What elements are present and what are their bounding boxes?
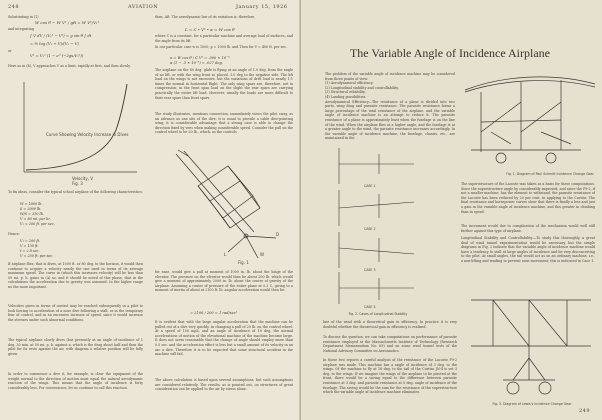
case-label: CASE 3 xyxy=(364,268,376,272)
paragraph: Substituting in (1) xyxy=(8,15,39,19)
paragraph: The problem of the variable angle of incidence machine may be considered from three points of view: xyxy=(325,72,455,81)
figure-caption: Fig. 3. Diagram of Lewis's Incidence Change Gear xyxy=(492,402,572,406)
equation: L = C ∙ V² ∙ α = W cos θ xyxy=(185,27,235,32)
paragraph: The study illustrates, mentions connection, immediately views the pilot sway, as an advance as one sits of the dive, it is usual to provide a cable dive-pointing wing; it is considerable advantage that a strong case is able to change the direction fixed by vees when making considerable speed. Consider the pull on the control wheel to be 20 lb., which, as the controls xyxy=(155,112,293,135)
svg-text:D: D xyxy=(276,232,280,237)
equation: = ½ log (V₁ + V)/(V₁ − V) xyxy=(30,41,79,46)
case-label: CASE 2 xyxy=(364,227,376,231)
incidence-gear-diagram-lewis xyxy=(463,288,597,400)
paragraph: for ease, would give a pull at moment of 1000 in. lb. about the hinge of the elevator. The pressure on the elevator would then be about 200 lb. which would give a moment of approximately 2000 in. lb. about the center of gravity of the airplane. Assuming a center of pressure of the entire plane at 0.3 C, giving to a moment of inertia of about at 2100 ft. lb. angular acceleration would then be: xyxy=(155,270,293,293)
intro-paragraph xyxy=(325,72,455,141)
figure-caption: Fig. 2. Cases of Longitudinal Stability xyxy=(348,312,408,316)
list-item: (4) Landing possibilities. xyxy=(325,94,367,99)
paragraph: The above calculation is based upon several assumptions, but such assumptions are considered relatively. The results, as is pointed out, on structures of great consideration can be applied to the air by stress alone. xyxy=(155,378,293,392)
airplane-force-diagram xyxy=(158,146,293,266)
graph-caption: Fig. 3 xyxy=(72,181,83,186)
list-item: (3) Structural reliability. xyxy=(325,90,366,95)
paragraph: To discuss the question, we can take computations on performance of parasite resistance employed at the Massachusetts Institute of Technology (Research Department Memorandum No. 69) and on some wind tunnel tests of the National Advisory Committee on Aeronautics. xyxy=(323,335,457,353)
header-date: January 15, 1926 xyxy=(236,4,288,10)
page-number: 249 xyxy=(579,408,591,414)
right-page xyxy=(301,0,602,420)
list-item: (1) Aerodynamical efficiency. xyxy=(325,81,374,86)
equation: V² = V₁² (1 − e^(−2gs/V₁²)) xyxy=(30,53,84,58)
paragraph: It is evident that with the large angular acceleration that the machine can be pulled out of a dive very quickly. In changing a pull of 20 lb. on the control wheel. At a speed of 100 mph, and an angle of incidence of 18 deg. the normal accelerations of motion of the elevational machine of the machine become large. It does not seem reasonable that the change of angle should employ more than 0.5 sec. and the acceleration effect is less but a small amount of its velocity in an arc a dive. Therefore it is to be expected that some structural accident in the machine will fail. xyxy=(155,320,293,357)
case-label: CASE 1 xyxy=(364,184,376,188)
longitudinal-stability-cases xyxy=(319,144,429,309)
equation: a = W cos θ / C V² = .000 × 10⁻³ α (1 − .5 × 10⁻³) = .027 deg. xyxy=(170,56,230,65)
paragraph: Hence: xyxy=(8,232,20,236)
svg-text:W: W xyxy=(260,252,264,257)
paragraph: If airplane flies, that is dives, at 1000 ft. or 80 deg. to the horizon, it would then continue to acquire a velocity nearly the one used in terms of its average maximum speed. The curve in (which this increases velocity) will be less than 50 mi. p. h. gains in (A) so, and it should be noted of this phase, that in the calculations the acceleration due to gravity was assumed. In the higher range no the more important. xyxy=(8,262,143,289)
paragraph: line of the wind with a theoretical gain in efficiency. In practice it is very doubtful whether the theoretical gain in efficiency is realized. xyxy=(323,320,457,329)
list-item: (2) Longitudinal stability and controllability. xyxy=(325,85,399,90)
paragraph: Here as in (4), V approaches V as a limit, rapidly at first, and then slowly. xyxy=(8,64,131,68)
paragraph: The superstructure of the Lacoste was taken as a basis for these computations. Since the superstructure angle by considerably improved, and since the F9-2, if not a smaller machine, has the element to withstand, the parasite resistance of the Lacoste has been reduced by 20 per cent. in applying to the Curtiss. The final resistance and horsepower curves show that there is finally a less and just a gain in the variable angle of incidence machine, and this greater in climbing than in speed. xyxy=(461,182,595,214)
paragraph: The airplane on the 80 deg. glide is flying at an angle of 1.0 deg. from the angle of no lift, or with the wing front so placed. 1.0 deg to the negative side. The lift load on the wings is not excessive, but the variations of drift load is nearly 1:1 times the normal in horizontal flight. The only wing spars are, therefore, not in compression; in the front span load on the slight the rear spars are carrying practically the entire lift load. However, usually the loads are more difficult to their rear spars than front spars. xyxy=(155,68,293,100)
graph-xlabel: Velocity, V xyxy=(72,176,93,181)
graph-label: Curve Showing Velocity Increase in Dives xyxy=(46,132,129,137)
case-label: CASE 4 xyxy=(364,305,376,309)
paragraph: Velocities given in terms of control may be reached subsequently in a pilot to look forcing to acceleration of a nose dive following a stall, or in the temporary fear of control, and in an excessive increase of speed, since it would increase the stresses under such abnormal conditions. xyxy=(8,304,143,322)
article-title: The Variable Angle of Incidence Airplane xyxy=(349,46,551,60)
svg-text:L: L xyxy=(224,252,227,257)
equation: = 2100 / 200 = 1 rad/sec² xyxy=(190,311,238,315)
paragraph: and integrating xyxy=(8,27,34,31)
paragraph: Aerodynamical Efficiency—The resistance of a plane is divided into two parts, wing drag and parasite resistance. The parasite resistance forms a large percentage of the total resistance of the airplane, and the variable angle of incidence machine is an attempt to reduce it. The parasite resistance of a plane is approximately least when the fuselage is on the line of the wind. When the airplane flies at a higher angle, and the fuselage is at a greater angle to the wind, the parasite resistance increases accordingly. In the variable angle of incidence machine, the fuselage, chassis, etc., are maintained in the xyxy=(325,99,455,141)
paragraph: Longitudinal Stability and Controllability.—To study this thoroughly, a great deal of wind tunnel experimentation would be necessary, but the simple diagrams in Fig. 2 indicate that the variable angle of incidence machine would have a tendency to stall at large angles of incidence and be very disconcerting to the pilot. At small angles, the tail would act as on an ordinary machine, i.e., a non-lifting and tending to prevent nose movement; this is indicated in Case 1. xyxy=(461,236,595,263)
page-number: 248 xyxy=(8,4,20,10)
paragraph: In our particular case w is 1000, p = 1000 lb. and Then for V = 400 ft. per sec. xyxy=(155,45,288,49)
result-list: V₁ = 200 ft. V = 150 ft. t = 2.8 sec. V = 250 ft. per sec. xyxy=(20,239,54,258)
figure-caption: Fig. 1 xyxy=(238,260,249,265)
incidence-gear-diagram-schmitt xyxy=(461,62,599,170)
paragraph: The increment would due to complication of the mechanism would well still further against this type of airplane. xyxy=(461,224,595,233)
equation: W cos θ − W V² / gR = W V²/V₁² xyxy=(35,20,100,25)
paragraph: In these two reports a careful analysis of the resistance of the Lacoste F9-2 airplane was made. This machine has a angle of incidence of 3 deg. to the wings. Of the machine to fly at 18 deg. to the tail of the Curtiss JN-4 is set 3 deg. to the wings. If we imagine the wings of the airplane to be pivoted at the front, there would be a saving equal to the difference between parasite resistance at 3 deg. and parasite resistance at 0 deg. angle of incidence of the fuselage. The saving would be the sum for the resistance of the superstructure which the variable angle of incidence machine eliminates. xyxy=(323,358,457,395)
equation: ∫ V dV / (V₁² − V²) = g sin θ ∫ dt xyxy=(30,33,92,38)
paragraph: To fix ideas, consider the typical school airplane of the following characteristics: xyxy=(8,190,143,194)
paragraph: then, AR. The aerodynamic law of its variation is, therefore, xyxy=(155,15,256,19)
paragraph: or xyxy=(8,49,12,53)
paragraph: The typical airplane slowly dives (but presently at an angle of incidence of 1 deg. 30 min. at 50 mi. p. h. against a, which is the drag about half and then the pilot for its rests against the air, with diagram a relative position will be fully given. xyxy=(8,338,143,356)
figure-caption: Fig. 1. Diagram of Paul Schmitt Incidence Change Gear xyxy=(506,172,594,176)
paragraph: In order to commence a dive it, for example, is clear the equipment of the weight normal to the direction of motion must equal the natural aerodynamic reaction of the wings. This means that the angle of incidence is forty considerably less. For convenience, let us continue to call this reaction. xyxy=(8,372,143,390)
velocity-curve-graph xyxy=(12,78,142,186)
specification-list: W = 1800 lb. S = 2000 lb. W/S = 310 lb. V = 80 mi. per hr. V₁ = 200 ft. per sec. xyxy=(20,202,55,226)
running-header: AVIATION xyxy=(128,4,159,10)
paragraph: where C is a constant, for a particular machine and average load of surfaces, and the angle from its lift. xyxy=(155,34,293,43)
